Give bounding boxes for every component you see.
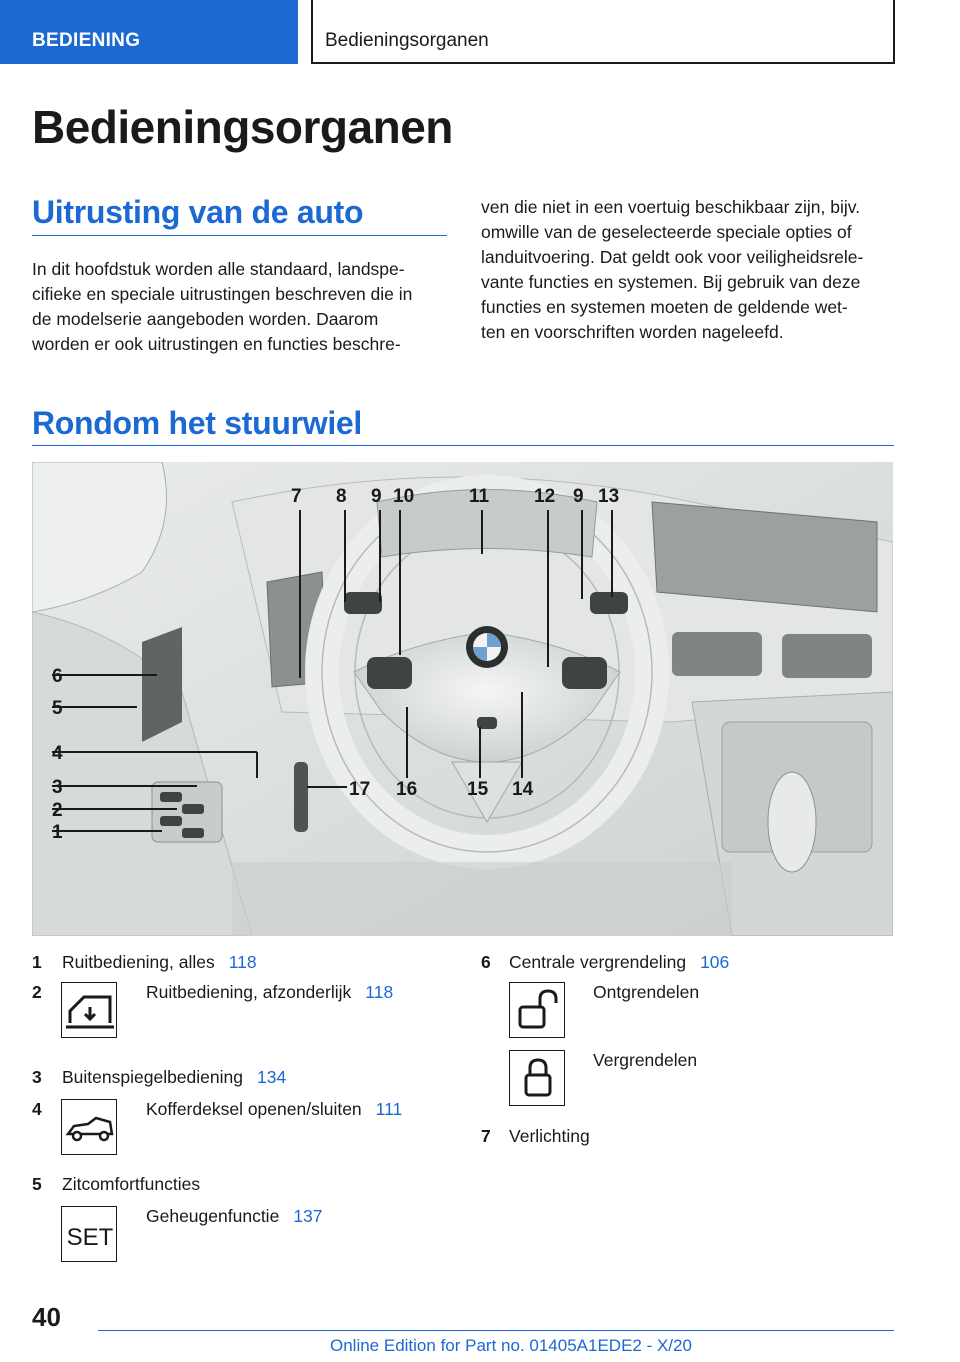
legend-num: 7 [481,1126,491,1146]
callout-10: 10 [393,486,415,507]
legend-item-6-lock [481,1050,901,1126]
car-trunk-icon [61,1099,117,1155]
text-line: In dit hoofdstuk worden alle standaard, landspe- [32,259,405,279]
legend-num: 1 [32,952,42,972]
legend-item-5-memory [32,1206,452,1266]
legend-text: Geheugenfunctie [146,1206,280,1226]
page-ref-link[interactable]: 111 [375,1099,403,1119]
callout-5: 5 [52,698,63,719]
legend-text: Buitenspiegelbediening [62,1067,243,1087]
page-ref-link[interactable]: 134 [256,1067,287,1087]
text-line: ven die niet in een voertuig beschikbaar zijn, bijv. [481,197,861,217]
page-ref-link[interactable]: 118 [365,982,394,1002]
footer-edition: Online Edition for Part no. 01405A1EDE2 - X/20 [330,1336,692,1355]
legend-num: 3 [32,1067,42,1087]
legend-text: Ruitbediening, afzonderlijk [146,982,352,1002]
callout-8: 8 [336,486,347,507]
text-line: functies en systemen moeten de geldende wet- [481,297,848,317]
section-heading-steering-wheel: Rondom het stuurwiel [32,405,363,441]
page-ref-link[interactable]: 106 [700,952,730,972]
header-subsection: Bedieningsorganen [311,0,895,64]
legend-text: Verlichting [509,1126,590,1146]
text-line: omwille van de geselecteerde speciale opties of [481,222,852,242]
callout-11: 11 [469,486,490,507]
callout-17: 17 [349,779,371,800]
legend-right [481,952,901,1156]
footer-rule [98,1330,894,1331]
legend-num: 2 [32,982,42,1002]
callout-15: 15 [467,779,489,800]
page-title: Bedieningsorganen [32,101,453,153]
callout-14: 14 [512,779,534,800]
section-rule [32,235,447,236]
set-icon [61,1206,117,1262]
text-line: landuitvoering. Dat geldt ook voor veiligheidsrele- [481,247,864,267]
text-line: worden er ook uitrustingen en functies beschre- [32,334,401,354]
callout-13: 13 [598,486,620,507]
svg-text:SET: SET [66,1224,114,1251]
callout-9b: 9 [573,486,584,507]
legend-text: Kofferdeksel openen/sluiten [146,1099,362,1119]
text-line: cifieke en speciale uitrustingen beschreven die in [32,284,413,304]
intro-column-2 [481,195,901,345]
unlock-icon [509,982,565,1038]
intro-column-1 [32,257,452,357]
legend-item-2 [32,982,452,1067]
callout-16: 16 [396,779,418,800]
legend-text: Ontgrendelen [593,982,700,1002]
callout-3: 3 [52,777,63,798]
text-line: vante functies en systemen. Bij gebruik van deze [481,272,861,292]
cockpit-drawing [32,462,893,936]
callout-2: 2 [52,800,63,821]
text-line: ten en voorschriften worden nageleefd. [481,322,784,342]
callout-9: 9 [371,486,382,507]
page-ref-link[interactable]: 118 [228,952,257,972]
legend-item-5 [32,1174,452,1206]
callout-1: 1 [52,822,63,843]
header-section-tab[interactable]: BEDIENING [0,0,298,64]
window-icon [61,982,117,1038]
legend-num: 4 [32,1099,42,1119]
legend-left [32,952,452,1266]
legend-item-7 [481,1126,901,1156]
callout-12: 12 [534,486,556,507]
callout-4: 4 [52,743,63,764]
lock-icon [509,1050,565,1106]
legend-item-3 [32,1067,452,1099]
section-heading-equipment: Uitrusting van de auto [32,194,364,230]
legend-text: Centrale vergrendeling [509,952,687,972]
legend-item-6-unlock [481,982,901,1050]
legend-num: 6 [481,952,491,972]
legend-num: 5 [32,1174,42,1194]
legend-text: Vergrendelen [593,1050,698,1070]
legend-item-4 [32,1099,452,1174]
legend-text: Ruitbediening, alles [62,952,215,972]
text-line: de modelserie aangeboden worden. Daarom [32,309,379,329]
legend-item-6 [481,952,901,982]
callout-7: 7 [291,486,302,507]
legend-text: Zitcomfortfuncties [62,1174,201,1194]
section-rule [32,445,894,446]
callout-6: 6 [52,666,63,687]
legend-item-1 [32,952,452,982]
page-number: 40 [32,1302,61,1332]
page-ref-link[interactable]: 137 [293,1206,323,1226]
cockpit-illustration [32,462,893,936]
